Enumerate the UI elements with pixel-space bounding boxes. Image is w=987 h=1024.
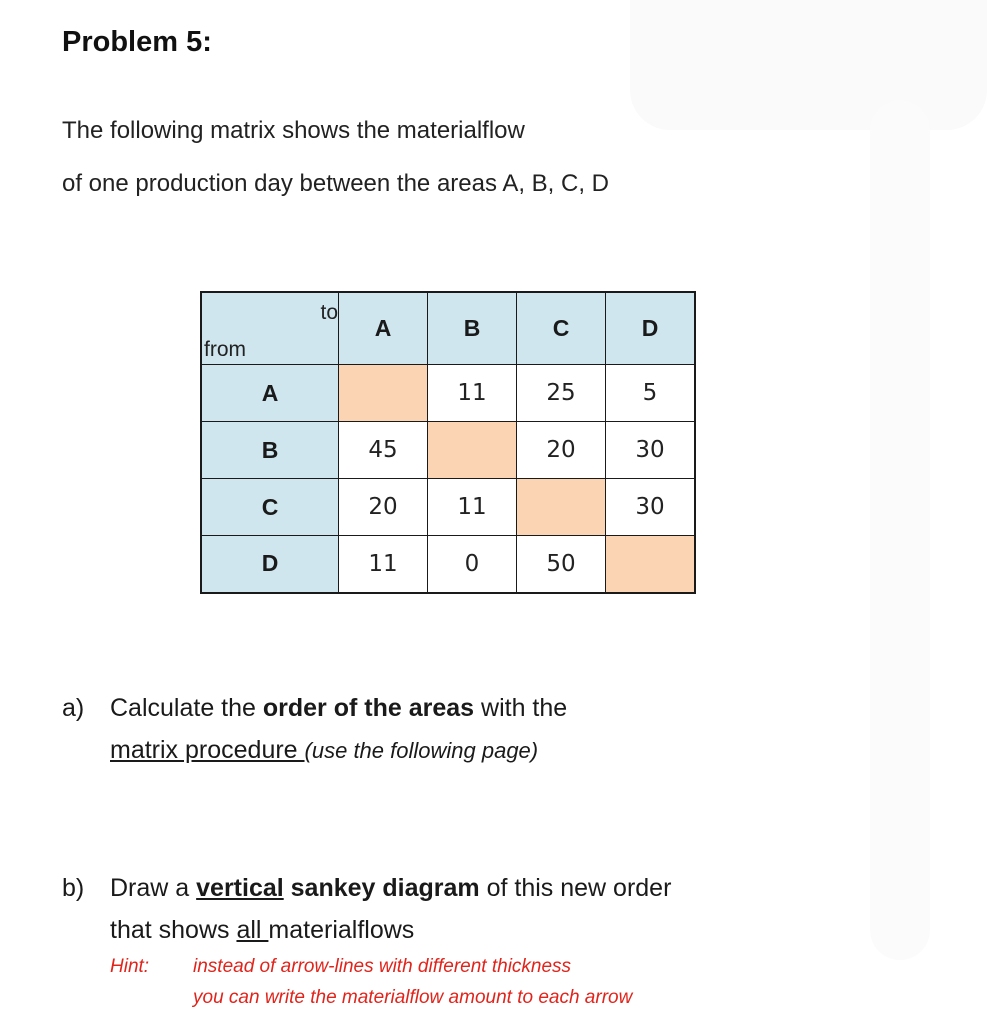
matrix-cell-diagonal — [339, 365, 428, 422]
matrix-row — [201, 479, 695, 536]
matrix-cell: 30 — [606, 422, 696, 479]
column-header: B — [428, 292, 517, 365]
question-b-label: b) — [62, 874, 85, 902]
vertical-bold-underlined: vertical — [196, 874, 284, 902]
column-header: C — [517, 292, 606, 365]
hint-line-1: instead of arrow-lines with different thickness — [193, 956, 572, 977]
intro-line-2: of one production day between the areas A, B, C, D — [62, 170, 610, 197]
question-a-label: a) — [62, 694, 85, 722]
question-b-text: materialflows — [268, 916, 415, 944]
question-b-text: Draw a — [110, 874, 197, 902]
matrix-cell-diagonal — [428, 422, 517, 479]
row-header: D — [201, 536, 339, 593]
matrix-cell: 20 — [339, 479, 428, 536]
matrix-cell: 0 — [428, 536, 517, 593]
scan-smudge-bar — [870, 100, 930, 960]
matrix-cell: 45 — [339, 422, 428, 479]
matrix-row — [201, 422, 695, 479]
corner-from-label: from — [204, 338, 246, 361]
question-a-text: with the — [474, 694, 568, 722]
column-header: D — [606, 292, 696, 365]
question-a-text: Calculate the — [110, 694, 263, 722]
question-b-text: of this new order — [479, 874, 672, 902]
question-b-line-1 — [110, 874, 671, 903]
matrix-cell: 11 — [428, 479, 517, 536]
corner-to-label: to — [320, 301, 338, 324]
column-header: A — [339, 292, 428, 365]
matrix-cell: 20 — [517, 422, 606, 479]
question-a-note: (use the following page) — [304, 738, 539, 763]
matrix-row — [201, 536, 695, 593]
matrix-cell: 30 — [606, 479, 696, 536]
matrix-cell-diagonal — [606, 536, 696, 593]
matrix-cell: 11 — [339, 536, 428, 593]
matrix-corner — [201, 292, 339, 365]
matrix-cell-diagonal — [517, 479, 606, 536]
matrix-cell: 50 — [517, 536, 606, 593]
question-a-line-2 — [110, 736, 538, 765]
question-b-line-2 — [110, 916, 414, 945]
question-a-line-1 — [110, 694, 567, 723]
matrix-row — [201, 365, 695, 422]
scan-smudge — [630, 0, 987, 130]
matrix-procedure-underlined: matrix procedure — [110, 736, 305, 764]
question-b-text: that shows — [110, 916, 237, 944]
question-a-bold: order of the areas — [262, 694, 475, 722]
matrix-cell: 5 — [606, 365, 696, 422]
matrix-cell: 25 — [517, 365, 606, 422]
intro-line-1: The following matrix shows the materialflow — [62, 117, 525, 144]
problem-title: Problem 5: — [62, 26, 212, 58]
row-header: A — [201, 365, 339, 422]
row-header: B — [201, 422, 339, 479]
question-b-bold: sankey diagram — [283, 874, 480, 902]
materialflow-matrix — [200, 291, 696, 594]
hint-label: Hint: — [110, 956, 150, 977]
row-header: C — [201, 479, 339, 536]
hint-line-2: you can write the materialflow amount to each arrow — [193, 987, 633, 1008]
matrix-cell: 11 — [428, 365, 517, 422]
all-underlined: all — [236, 916, 269, 944]
